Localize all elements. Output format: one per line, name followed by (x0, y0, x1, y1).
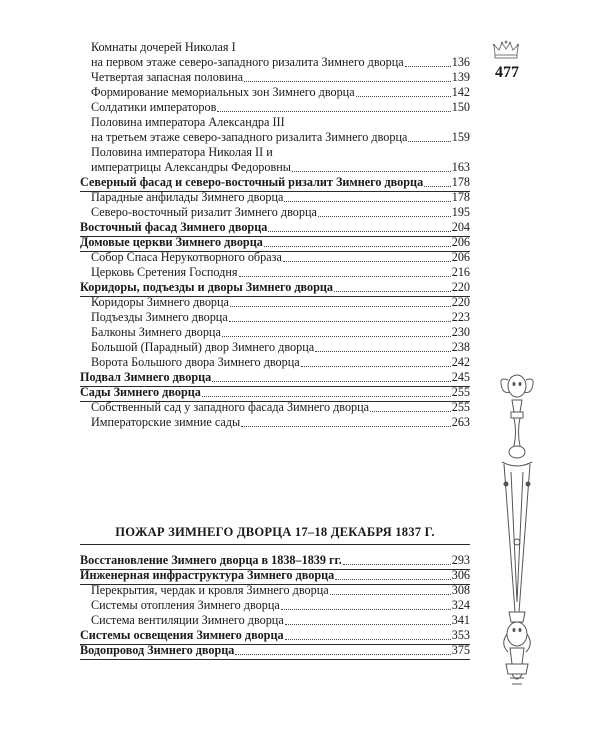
toc-entry-title-line: Системы освещения Зимнего дворца (80, 628, 284, 642)
toc-entry-title (80, 280, 333, 295)
toc-page-number: 220 (451, 280, 470, 294)
toc-entry (80, 295, 470, 310)
toc-entry (80, 190, 470, 205)
toc-page-number: 142 (451, 85, 470, 99)
section-heading: ПОЖАР ЗИМНЕГО ДВОРЦА 17–18 ДЕКАБРЯ 1837 Г. (115, 525, 435, 539)
toc-entry-title-line: Инженерная инфраструктура Зимнего дворца (80, 568, 335, 582)
toc-page-number: 308 (451, 583, 470, 597)
toc-entry-title (80, 370, 211, 385)
decorative-column-ornament-icon (494, 372, 540, 692)
toc-entry (80, 145, 470, 175)
toc-page-number: 245 (451, 370, 470, 384)
toc-entry (80, 400, 470, 415)
toc-entry-title-line: Восстановление Зимнего дворца в 1838–1839 гг. (80, 553, 342, 567)
toc-entry-title (91, 400, 369, 415)
toc-entry-title (80, 220, 267, 235)
toc-chapter-entry (80, 568, 470, 583)
toc-entry-title (80, 568, 334, 583)
toc-page-number: 242 (451, 355, 470, 369)
page-number: 477 (495, 64, 519, 81)
toc-page-number: 223 (451, 310, 470, 324)
toc-page-number: 263 (451, 415, 470, 429)
dot-leader (301, 366, 451, 367)
dot-leader (241, 426, 451, 427)
dot-leader (222, 336, 451, 337)
toc-page-number: 353 (451, 628, 470, 642)
toc-entry-title (91, 295, 229, 310)
toc-entry-title (91, 250, 282, 265)
dot-leader (268, 231, 450, 232)
toc-chapter-entry (80, 175, 470, 190)
toc-entry-title-line: на третьем этаже северо-западного ризалита Зимнего дворца (91, 130, 408, 144)
toc-entry-title (91, 40, 404, 70)
toc-entry (80, 613, 470, 628)
crown-icon (492, 40, 520, 60)
toc-entry-title (91, 190, 283, 205)
dot-leader (330, 594, 451, 595)
toc-entry (80, 583, 470, 598)
dot-leader (217, 111, 450, 112)
toc-page-number: 375 (451, 643, 470, 657)
toc-entry (80, 115, 470, 145)
toc-page-number: 255 (451, 400, 470, 414)
toc-page-number: 220 (451, 295, 470, 309)
toc-entry-title (80, 175, 423, 190)
toc-entry-title (80, 235, 263, 250)
dot-leader (239, 276, 451, 277)
toc-chapter-entry (80, 370, 470, 385)
toc-entry-title-line: Системы отопления Зимнего дворца (91, 598, 280, 612)
toc-entry-title (91, 310, 228, 325)
toc-entry-title (80, 385, 201, 400)
toc-entry-title-line: Система вентиляции Зимнего дворца (91, 613, 284, 627)
toc-entry-title (91, 415, 240, 430)
dot-leader (318, 216, 451, 217)
toc-page-number: 206 (451, 235, 470, 249)
dot-leader (202, 396, 451, 397)
toc-page-number: 306 (451, 568, 470, 582)
dot-leader (292, 171, 451, 172)
toc-entry-title-line: Подъезды Зимнего дворца (91, 310, 228, 324)
toc-chapter-entry (80, 235, 470, 250)
toc-page-number: 324 (451, 598, 470, 612)
toc-entry-title-line: Водопровод Зимнего дворца (80, 643, 235, 657)
toc-entry-title (80, 553, 342, 568)
dot-leader (281, 609, 451, 610)
toc-entry (80, 265, 470, 280)
toc-entry (80, 250, 470, 265)
toc-page-number: 230 (451, 325, 470, 339)
toc-entry (80, 355, 470, 370)
toc-entry-title (91, 115, 407, 145)
toc-entry (80, 100, 470, 115)
dot-leader (285, 624, 451, 625)
toc-entry-title (80, 628, 284, 643)
toc-page-number: 206 (451, 250, 470, 264)
toc-page-number: 150 (451, 100, 470, 114)
toc-entry-title-line: императрицы Александры Федоровны (91, 160, 291, 174)
toc-entry-title-line: Домовые церкви Зимнего дворца (80, 235, 263, 249)
toc-page-number: 136 (451, 55, 470, 69)
toc-entry-title-line: Императорские зимние сады (91, 415, 241, 429)
toc-entry-title (91, 340, 314, 355)
toc-entry-title-line: Восточный фасад Зимнего дворца (80, 220, 268, 234)
toc-chapter-entry (80, 553, 470, 568)
toc-entry-title-line: Половина императора Александра III (91, 115, 285, 129)
toc-entry-title-line: Церковь Сретения Господня (91, 265, 238, 279)
toc-entry-title-line: Формирование мемориальных зон Зимнего дворца (91, 85, 355, 99)
toc-entry (80, 310, 470, 325)
toc-entry (80, 340, 470, 355)
toc-entry-title-line: Собор Спаса Нерукотворного образа (91, 250, 282, 264)
toc-page-number: 178 (451, 175, 470, 189)
dot-leader (264, 246, 451, 247)
toc-entry-title-line: Коридоры Зимнего дворца (91, 295, 229, 309)
toc-chapter-entry (80, 628, 470, 643)
toc-chapter-entry (80, 643, 470, 658)
toc-entry-title (91, 85, 355, 100)
toc-entry-title (91, 355, 300, 370)
toc-page-number: 341 (451, 613, 470, 627)
section-divider (80, 544, 470, 545)
toc-page-number: 293 (451, 553, 470, 567)
toc-entry-title-line: Парадные анфилады Зимнего дворца (91, 190, 284, 204)
toc-entry-title-line: Коридоры, подъезды и дворы Зимнего дворца (80, 280, 333, 294)
toc-entry-title-line: Собственный сад у западного фасада Зимнего дворца (91, 400, 370, 414)
toc-entry-title-line: Подвал Зимнего дворца (80, 370, 212, 384)
toc-page-number: 238 (451, 340, 470, 354)
toc-entry (80, 325, 470, 340)
toc-entry-title-line: Ворота Большого двора Зимнего дворца (91, 355, 300, 369)
toc-page-number: 139 (451, 70, 470, 84)
dot-leader (343, 564, 451, 565)
toc-entry-title (91, 265, 238, 280)
dot-leader (424, 186, 451, 187)
toc-entry-title-line: Балконы Зимнего дворца (91, 325, 221, 339)
toc-entry (80, 40, 470, 70)
toc-entry-title (91, 598, 280, 613)
toc-entry-title-line: Северный фасад и северо-восточный ризалит Зимнего дворца (80, 175, 424, 189)
toc-entry (80, 70, 470, 85)
dot-leader (408, 141, 450, 142)
toc-chapter-entry (80, 220, 470, 235)
toc-page-number: 255 (451, 385, 470, 399)
dot-leader (370, 411, 451, 412)
toc-entry-title-line: на первом этаже северо-западного ризалита Зимнего дворца (91, 55, 404, 69)
toc-entry-title (80, 643, 234, 658)
dot-leader (283, 261, 451, 262)
dot-leader (229, 321, 451, 322)
toc-entry-title (91, 583, 329, 598)
table-of-contents (80, 40, 470, 430)
toc-entry (80, 85, 470, 100)
dot-leader (335, 579, 450, 580)
toc-entry-title (91, 70, 243, 85)
dot-leader (285, 639, 451, 640)
toc-entry (80, 205, 470, 220)
dot-leader (334, 291, 451, 292)
toc-entry-title-line: Большой (Парадный) двор Зимнего дворца (91, 340, 315, 354)
toc-entry-title-line: Комнаты дочерей Николая I (91, 40, 236, 54)
toc-entry-title-line: Половина императора Николая II и (91, 145, 273, 159)
toc-page-number: 178 (451, 190, 470, 204)
toc-page-number: 216 (451, 265, 470, 279)
dot-leader (235, 654, 450, 655)
toc-entry-title (91, 205, 317, 220)
toc-page-number: 204 (451, 220, 470, 234)
toc-entry (80, 598, 470, 613)
dot-leader (356, 96, 451, 97)
toc-entry-title-line: Перекрытия, чердак и кровля Зимнего дворца (91, 583, 329, 597)
dot-leader (244, 81, 451, 82)
toc-entry-title-line: Четвертая запасная половина (91, 70, 244, 84)
toc-page-number: 163 (451, 160, 470, 174)
dot-leader (284, 201, 450, 202)
toc-chapter-entry (80, 280, 470, 295)
dot-leader (405, 66, 451, 67)
toc-entry-title-line: Северо-восточный ризалит Зимнего дворца (91, 205, 317, 219)
toc-entry (80, 415, 470, 430)
dot-leader (212, 381, 450, 382)
toc-entry-title (91, 145, 291, 175)
toc-page-number: 159 (451, 130, 470, 144)
toc-page-number: 195 (451, 205, 470, 219)
toc-entry-title (91, 325, 221, 340)
toc-entry-title (91, 613, 284, 628)
toc-entry-title (91, 100, 216, 115)
dot-leader (230, 306, 451, 307)
dot-leader (315, 351, 451, 352)
table-of-contents-continued (80, 553, 470, 658)
toc-chapter-entry (80, 385, 470, 400)
toc-entry-title-line: Солдатики императоров (91, 100, 217, 114)
toc-entry-title-line: Сады Зимнего дворца (80, 385, 201, 399)
